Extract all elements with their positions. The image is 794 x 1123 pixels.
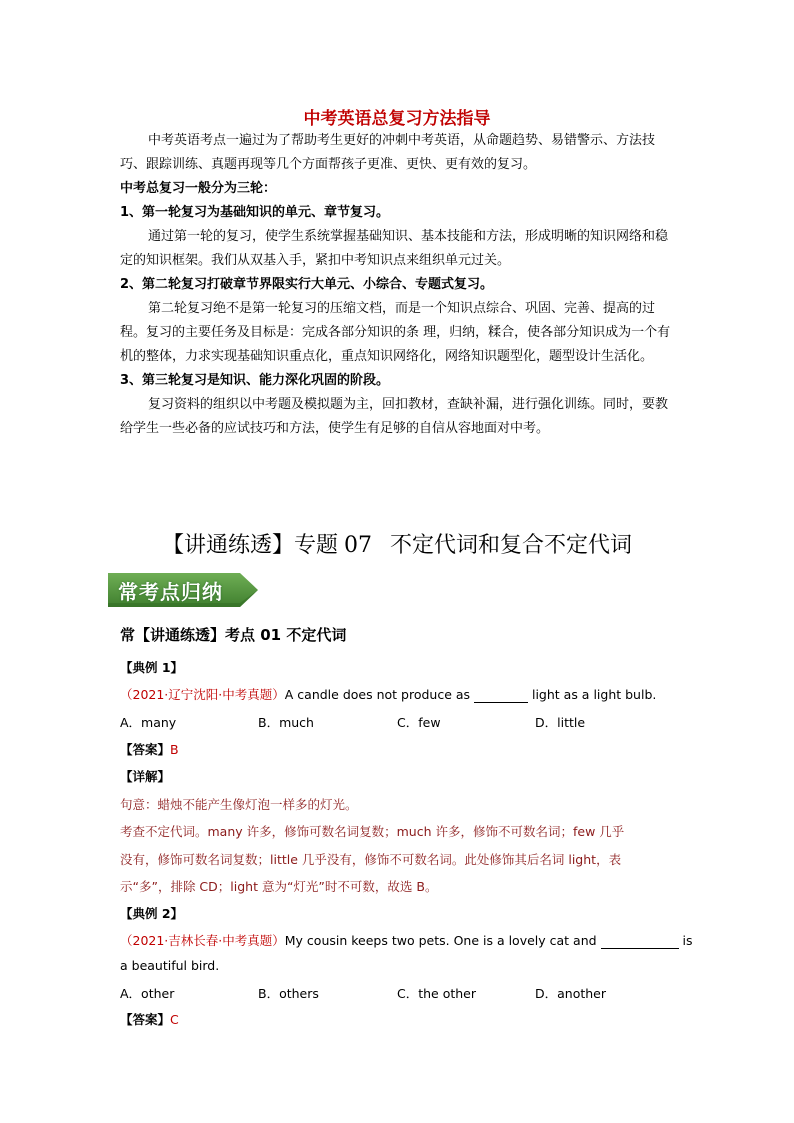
answer-blank xyxy=(474,687,528,703)
option-d: D．little xyxy=(535,715,586,730)
option-b: B．much xyxy=(258,715,314,730)
key-point-title: 常【讲通练透】考点 01 不定代词 xyxy=(120,626,347,644)
example-1-answer xyxy=(120,740,179,758)
option-c: C．few xyxy=(397,715,441,730)
example-1-explanation-line: 示“多”，排除 CD；light 意为“灯光”时不可数，故选 B。 xyxy=(120,879,438,894)
intro-section xyxy=(120,129,680,441)
topic-prefix: 【讲通练透】专题 xyxy=(161,533,338,558)
topic-name: 不定代词和复合不定代词 xyxy=(390,533,633,558)
option-b: B．others xyxy=(258,986,319,1001)
topic-title xyxy=(0,528,794,559)
example-1-detail-label: 【详解】 xyxy=(120,769,171,784)
example-1-question-end: light as a light bulb. xyxy=(528,687,657,702)
example-2-question xyxy=(120,931,693,949)
example-1-options xyxy=(120,713,680,731)
answer-value: B xyxy=(170,742,179,757)
answer-value: C xyxy=(170,1012,179,1027)
example-1-translation: 句意：蜡烛不能产生像灯泡一样多的灯光。 xyxy=(120,797,358,812)
option-d: D．another xyxy=(535,986,607,1001)
review-rounds-heading: 中考总复习一般分为三轮： xyxy=(120,181,277,196)
option-a: A．many xyxy=(120,715,177,730)
example-2-question-continued: a beautiful bird. xyxy=(120,958,220,973)
round-three-heading: 3、第三轮复习是知识、能力深化巩固的阶段。 xyxy=(120,373,390,388)
example-2-source: （2021·吉林长春·中考真题） xyxy=(120,933,285,948)
example-2-options xyxy=(120,984,680,1002)
intro-paragraph: 中考英语考点一遍过为了帮助考生更好的冲刺中考英语，从命题趋势、易错警示、方法技巧、跟踪训练、真题再现等几个方面帮孩子更准、更快、更有效的复习。 xyxy=(120,133,656,172)
answer-label: 【答案】 xyxy=(120,742,171,757)
round-one-heading: 1、第一轮复习为基础知识的单元、章节复习。 xyxy=(120,205,390,220)
topic-number: 07 xyxy=(344,533,372,558)
example-1-question xyxy=(120,685,656,703)
example-2-question-start: My cousin keeps two pets. One is a lovely cat and xyxy=(284,933,601,948)
example-2-label: 【典例 2】 xyxy=(120,906,184,921)
example-1-label: 【典例 1】 xyxy=(120,660,184,675)
example-1-explanation-line: 没有，修饰可数名词复数；little 几乎没有，修饰不可数名词。此处修饰其后名词 light，表 xyxy=(120,852,622,867)
example-2-answer xyxy=(120,1010,179,1028)
round-two-text: 第二轮复习绝不是第一轮复习的压缩文档，而是一个知识点综合、巩固、完善、提高的过程。复习的主要任务及目标是：完成各部分知识的条 理，归纳，糅合，使各部分知识成为一个有机的整体，力求实现基础知识重点化，重点知识网络化，网络知识题型化，题型设计生活化。 xyxy=(120,301,671,364)
example-1-source: （2021·辽宁沈阳·中考真题） xyxy=(120,687,285,702)
banner-text: 常考点归纳 xyxy=(118,580,223,604)
example-2-question-end: is xyxy=(678,933,693,948)
option-c: C．the other xyxy=(397,986,477,1001)
round-three-text: 复习资料的组织以中考题及模拟题为主，回扣教材，查缺补漏，进行强化训练。同时，要教给学生一些必备的应试技巧和方法，使学生有足够的自信从容地面对中考。 xyxy=(120,397,669,436)
section-banner xyxy=(108,573,258,607)
answer-blank xyxy=(601,933,679,949)
example-1-explanation-line: 考查不定代词。many 许多，修饰可数名词复数；much 许多，修饰不可数名词；few 几乎 xyxy=(120,824,625,839)
round-two-heading: 2、第二轮复习打破章节界限实行大单元、小综合、专题式复习。 xyxy=(120,277,494,292)
document-title: 中考英语总复习方法指导 xyxy=(303,109,491,129)
option-a: A．other xyxy=(120,986,175,1001)
example-1-question-start: A candle does not produce as xyxy=(284,687,475,702)
answer-label: 【答案】 xyxy=(120,1012,171,1027)
round-one-text: 通过第一轮的复习，使学生系统掌握基础知识、基本技能和方法，形成明晰的知识网络和稳定的知识框架。我们从双基入手，紧扣中考知识点来组织单元过关。 xyxy=(120,229,669,268)
